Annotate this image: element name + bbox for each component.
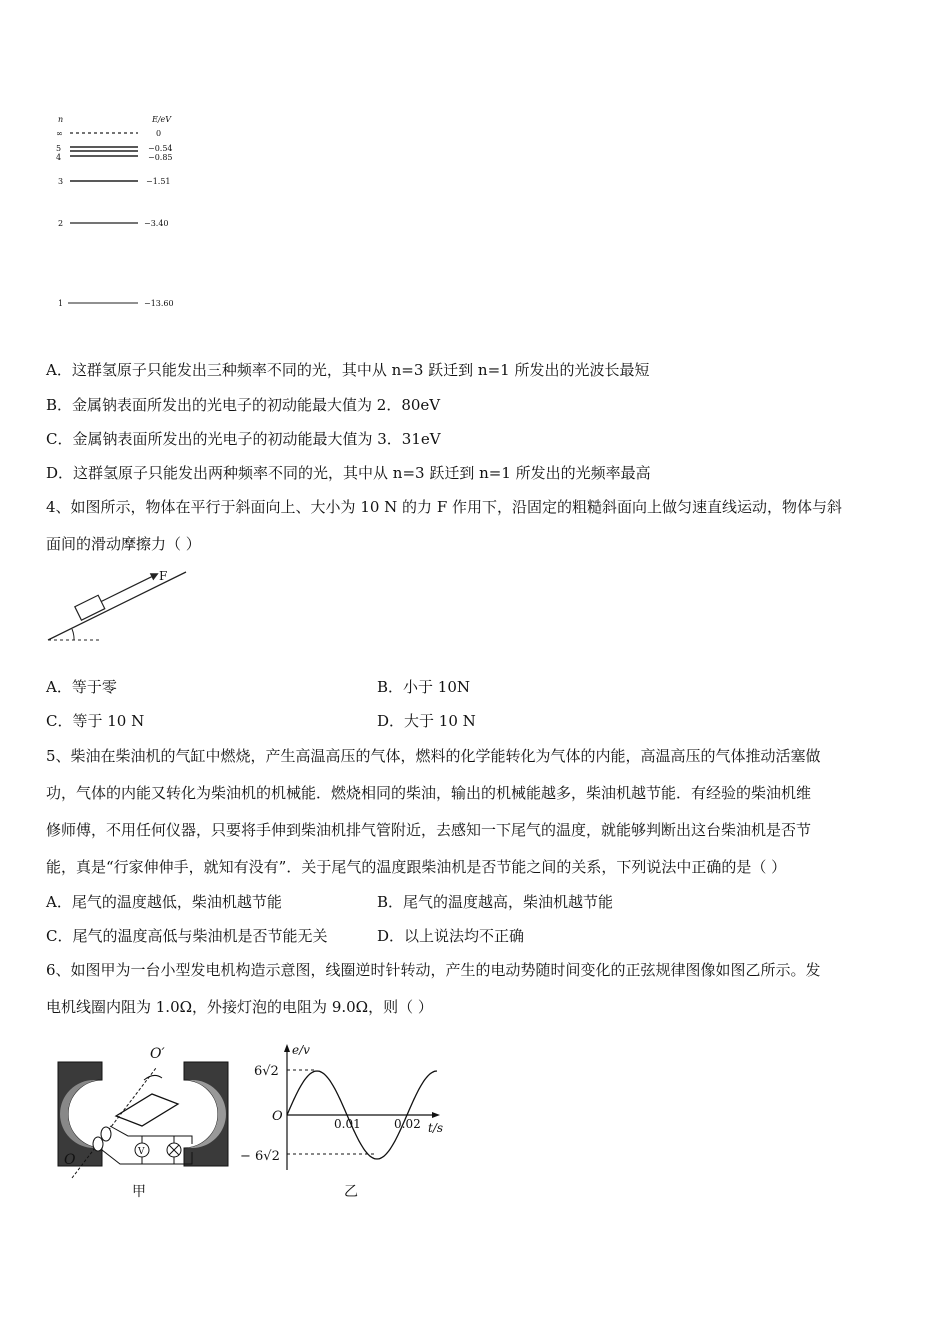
q4-stem-line2: 面间的滑动摩擦力（ ）: [46, 535, 201, 553]
q5-option-c: C．尾气的温度高低与柴油机是否节能无关: [46, 927, 328, 945]
q3-option-d: D．这群氢原子只能发出两种频率不同的光，其中从 n=3 跃迁到 n=1 所发出的光频率最高: [46, 464, 651, 482]
level-n-4: 4: [56, 153, 62, 162]
level-n-2: 2: [58, 219, 64, 228]
x-tick-0-01: 0.01: [334, 1117, 361, 1131]
level-e-2: −3.40: [144, 219, 169, 228]
y-axis-label: e/v: [292, 1043, 310, 1057]
emf-sine-graph: [240, 1040, 460, 1205]
level-e-3: −1.51: [146, 177, 171, 186]
q3-option-b: B．金属钠表面所发出的光电子的初动能最大值为 2．80eV: [46, 396, 441, 414]
q5-stem-line1: 5、柴油在柴油机的气缸中燃烧，产生高温高压的气体，燃料的化学能转化为气体的内能，高温高压的气体推动活塞做: [46, 747, 821, 765]
fig-yi-caption: 乙: [344, 1184, 358, 1200]
coil: [116, 1094, 178, 1126]
q6-stem-line2: 电机线圈内阻为 1.0Ω，外接灯泡的电阻为 9.0Ω，则（ ）: [46, 998, 433, 1016]
level-n-3: 3: [58, 177, 64, 186]
incline-figure: [44, 566, 194, 648]
level-e-4: −0.85: [148, 153, 173, 162]
level-n-1: 1: [58, 299, 64, 308]
q4-option-b: B．小于 10N: [377, 678, 471, 696]
generator-figure: [50, 1040, 240, 1205]
q5-option-d: D．以上说法均不正确: [377, 927, 525, 945]
q4-stem-line1: 4、如图所示，物体在平行于斜面向上、大小为 10 N 的力 F 作用下，沿固定的粗糙斜面向上做匀速直线运动，物体与斜: [46, 498, 843, 516]
rotation-arrow: [144, 1075, 162, 1080]
origin-label: O: [272, 1109, 283, 1124]
level-e-1: −13.60: [144, 299, 174, 308]
n-header: n: [58, 115, 64, 124]
q4-option-a: A．等于零: [46, 678, 117, 696]
voltmeter-label: V: [138, 1147, 145, 1157]
y-axis-arrow: [284, 1044, 290, 1052]
x-tick-0-02: 0.02: [394, 1117, 421, 1131]
q3-option-a: A．这群氢原子只能发出三种频率不同的光，其中从 n=3 跃迁到 n=1 所发出的光波长最短: [46, 361, 650, 379]
circuit-wire-2: [110, 1126, 192, 1144]
q5-option-b: B．尾气的温度越高，柴油机越节能: [377, 893, 614, 911]
q5-stem-line4: 能，真是“行家伸伸手，就知有没有”．关于尾气的温度跟柴油机是否节能之间的关系，下列说法中正确的是（ ）: [46, 858, 787, 876]
slip-ring-1: [93, 1137, 103, 1151]
q4-option-d: D．大于 10 N: [377, 712, 476, 730]
e-header: E/eV: [152, 115, 172, 124]
force-arrow: [101, 577, 151, 602]
fig-jia-caption: 甲: [132, 1184, 146, 1200]
q3-option-c: C．金属钠表面所发出的光电子的初动能最大值为 3．31eV: [46, 430, 441, 448]
y-max-label: 6√2: [254, 1064, 279, 1079]
q6-stem-line1: 6、如图甲为一台小型发电机构造示意图，线圈逆时针转动，产生的电动势随时间变化的正弦规律图像如图乙所示。发: [46, 961, 821, 979]
block: [75, 595, 105, 620]
x-axis-label: t/s: [428, 1121, 444, 1135]
force-label: F: [159, 569, 168, 583]
energy-level-diagram: [50, 110, 190, 320]
q5-stem-line2: 功，气体的内能又转化为柴油机的机械能．燃烧相同的柴油，输出的机械能越多，柴油机越节能．有经验的柴油机维: [46, 784, 812, 802]
incline-angle-arc: [72, 629, 74, 640]
y-min-label: − 6√2: [240, 1149, 280, 1164]
q5-stem-line3: 修师傅，不用任何仪器，只要将手伸到柴油机排气管附近，去感知一下尾气的温度，就能够判断出这台柴油机是否节: [46, 821, 812, 839]
q5-option-a: A．尾气的温度越低，柴油机越节能: [46, 893, 282, 911]
q4-option-c: C．等于 10 N: [46, 712, 145, 730]
axis-bottom-label: O: [64, 1152, 76, 1168]
level-n-5: 5: [56, 144, 62, 153]
level-e-inf: 0: [156, 129, 162, 138]
level-e-5: −0.54: [148, 144, 173, 153]
slip-ring-2: [101, 1127, 111, 1141]
x-axis-arrow: [432, 1112, 440, 1118]
level-n-inf: ∞: [56, 129, 63, 138]
axis-top-label: O′: [150, 1046, 165, 1062]
